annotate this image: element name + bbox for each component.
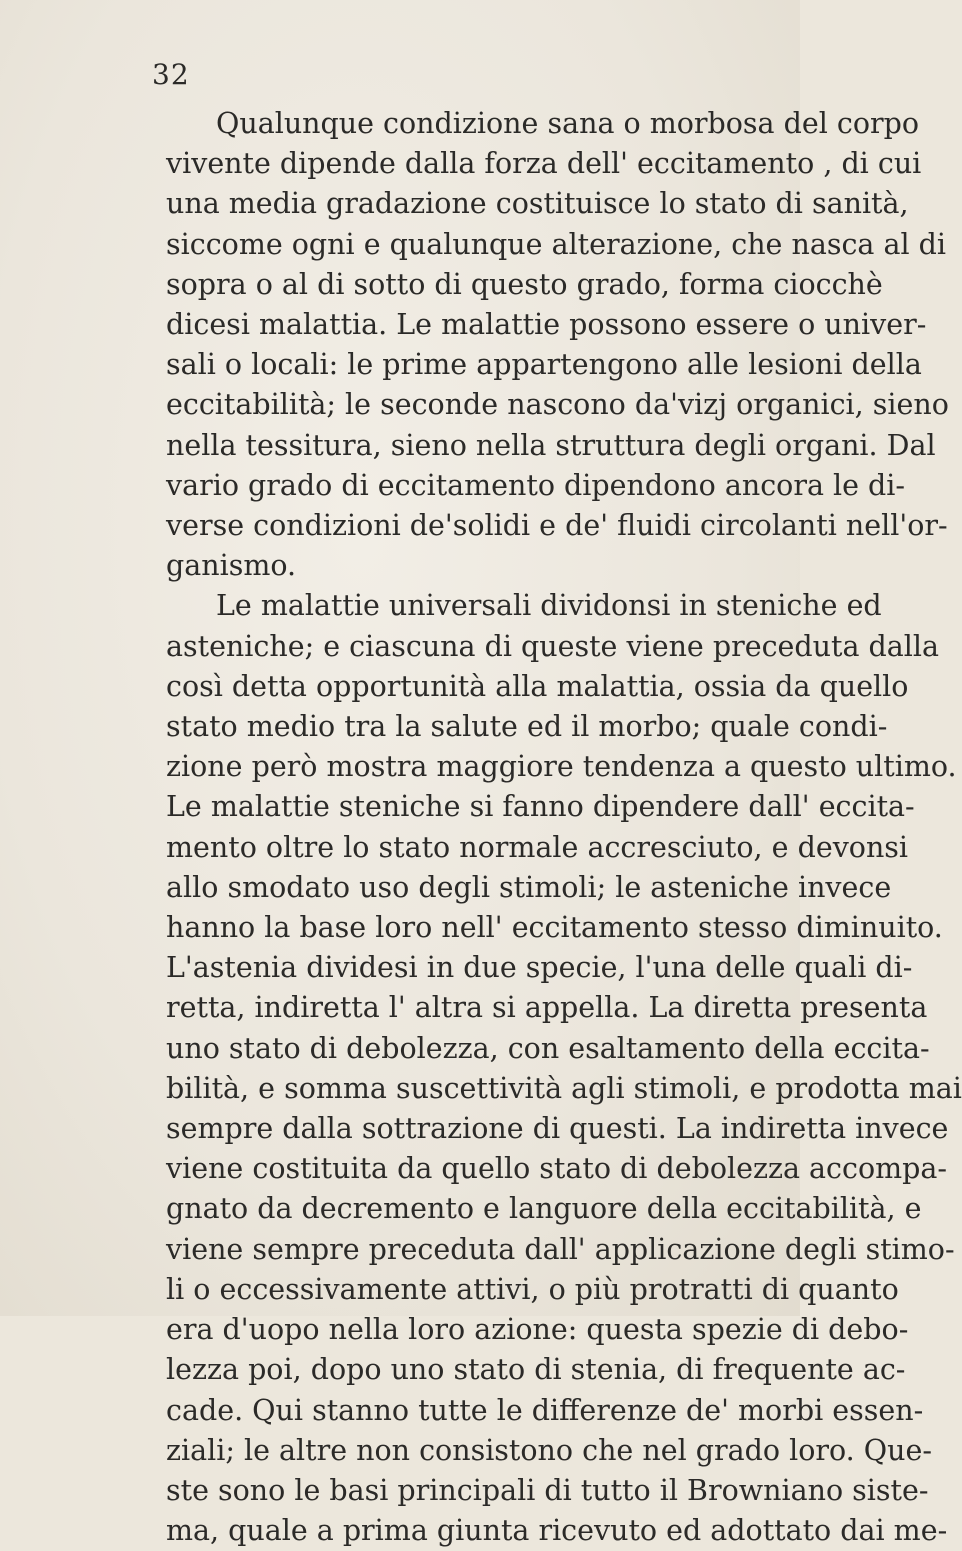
- text-line: eccitabilità; le seconde nascono da'vizj organici, sieno: [166, 388, 949, 422]
- text-line: lezza poi, dopo uno stato di stenia, di frequente ac-: [166, 1353, 906, 1387]
- text-line: ziali; le altre non consistono che nel grado loro. Que-: [166, 1433, 932, 1467]
- text-line: uno stato di debolezza, con esaltamento della eccita-: [166, 1031, 930, 1065]
- text-line: siccome ogni e qualunque alterazione, che nasca al di: [166, 227, 946, 261]
- text-line: retta, indiretta l' altra si appella. La diretta presenta: [166, 991, 928, 1025]
- text-line: vario grado di eccitamento dipendono ancora le di-: [166, 468, 906, 502]
- page-number: 32: [152, 58, 190, 91]
- text-line: li o eccessivamente attivi, o più protratti di quanto: [166, 1272, 899, 1306]
- text-line: nella tessitura, sieno nella struttura degli organi. Dal: [166, 428, 936, 462]
- text-line: così detta opportunità alla malattia, ossia da quello: [166, 669, 909, 703]
- text-line: dicesi malattia. Le malattie possono essere o univer-: [166, 308, 927, 342]
- text-line: ste sono le basi principali di tutto il Browniano siste-: [166, 1473, 929, 1507]
- text-line: L'astenia dividesi in due specie, l'una delle quali di-: [166, 951, 913, 985]
- text-line: stato medio tra la salute ed il morbo; quale condi-: [166, 710, 888, 744]
- text-line: cade. Qui stanno tutte le differenze de' morbi essen-: [166, 1393, 924, 1427]
- text-line: Qualunque condizione sana o morbosa del corpo: [216, 107, 920, 140]
- text-line: gnato da decremento e languore della eccitabilità, e: [166, 1192, 922, 1226]
- text-line: ma, quale a prima giunta ricevuto ed adottato dai me-: [166, 1514, 948, 1548]
- text-line: mento oltre lo stato normale accresciuto, e devonsi: [166, 830, 909, 864]
- text-line: hanno la base loro nell' eccitamento stesso diminuito.: [166, 911, 943, 945]
- text-line: vivente dipende dalla forza dell' eccitamento , di cui: [166, 147, 922, 181]
- text-line: verse condizioni de'solidi e de' fluidi circolanti nell'or-: [166, 509, 948, 543]
- text-line: viene costituita da quello stato di debolezza accompa-: [166, 1152, 948, 1186]
- text-line: sopra o al di sotto di questo grado, forma ciocchè: [166, 267, 883, 301]
- text-line: era d'uopo nella loro azione: questa spezie di debo-: [166, 1313, 909, 1347]
- text-line: allo smodato uso degli stimoli; le asteniche invece: [166, 870, 892, 904]
- text-line: ganismo.: [166, 549, 297, 583]
- text-line: bilità, e somma suscettività agli stimoli, e prodotta mai: [166, 1071, 962, 1105]
- text-line: sempre dalla sottrazione di questi. La indiretta invece: [166, 1112, 949, 1146]
- text-line: sali o locali: le prime appartengono alle lesioni della: [166, 348, 922, 382]
- text-line: una media gradazione costituisce lo stato di sanità,: [166, 187, 909, 221]
- text-line: Le malattie universali dividonsi in steniche ed: [216, 589, 882, 623]
- text-line: Le malattie steniche si fanno dipendere dall' eccita-: [166, 790, 915, 824]
- text-line: viene sempre preceduta dall' applicazione degli stimo-: [166, 1232, 955, 1266]
- text-line: zione però mostra maggiore tendenza a questo ultimo.: [166, 750, 957, 784]
- body-text: [166, 104, 962, 1551]
- text-line: asteniche; e ciascuna di queste viene preceduta dalla: [166, 629, 939, 663]
